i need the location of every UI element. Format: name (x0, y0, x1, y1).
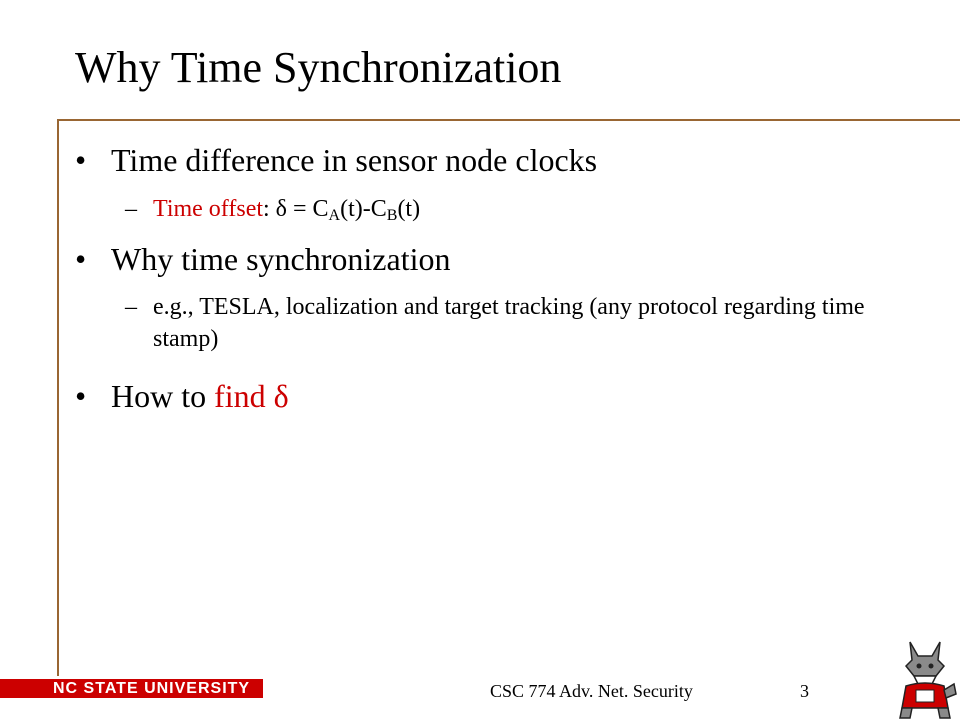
bullet-item (75, 140, 597, 180)
slide-title: Why Time Synchronization (75, 43, 562, 92)
university-wordmark: NC STATE UNIVERSITY (53, 680, 251, 697)
page-number: 3 (800, 681, 809, 701)
bullet-item (75, 376, 289, 416)
bullet-text: Time difference in sensor node clocks (111, 142, 598, 178)
sub-bullet-item (125, 193, 420, 225)
course-label: CSC 774 Adv. Net. Security (490, 681, 693, 701)
sub-bullet-text (125, 193, 420, 225)
sub-bullet-item (125, 291, 925, 355)
time-offset-label: Time offset (153, 196, 264, 222)
bullet-dot: • (75, 142, 87, 178)
sub-bullet-dash: – (125, 294, 137, 320)
bullet-dot: • (75, 378, 87, 414)
offset-equation-lead: : δ = C (263, 196, 329, 222)
offset-equation-mid: (t)-C (340, 196, 387, 222)
sub-bullet-dash: – (125, 196, 137, 222)
offset-equation-end: (t) (397, 196, 421, 222)
subscript-a: A (328, 207, 341, 224)
bullet-text: Why time synchronization (111, 241, 451, 277)
bullet-item (75, 239, 450, 279)
bullet-text: How to (111, 378, 215, 414)
sub-bullet-text: e.g., TESLA, localization and target tracking (any protocol regarding time stamp) (153, 294, 865, 352)
bullet-dot: • (75, 241, 87, 277)
find-delta-text: find δ (214, 378, 289, 414)
subscript-b: B (386, 207, 398, 224)
wolf-mascot-icon (892, 636, 958, 720)
